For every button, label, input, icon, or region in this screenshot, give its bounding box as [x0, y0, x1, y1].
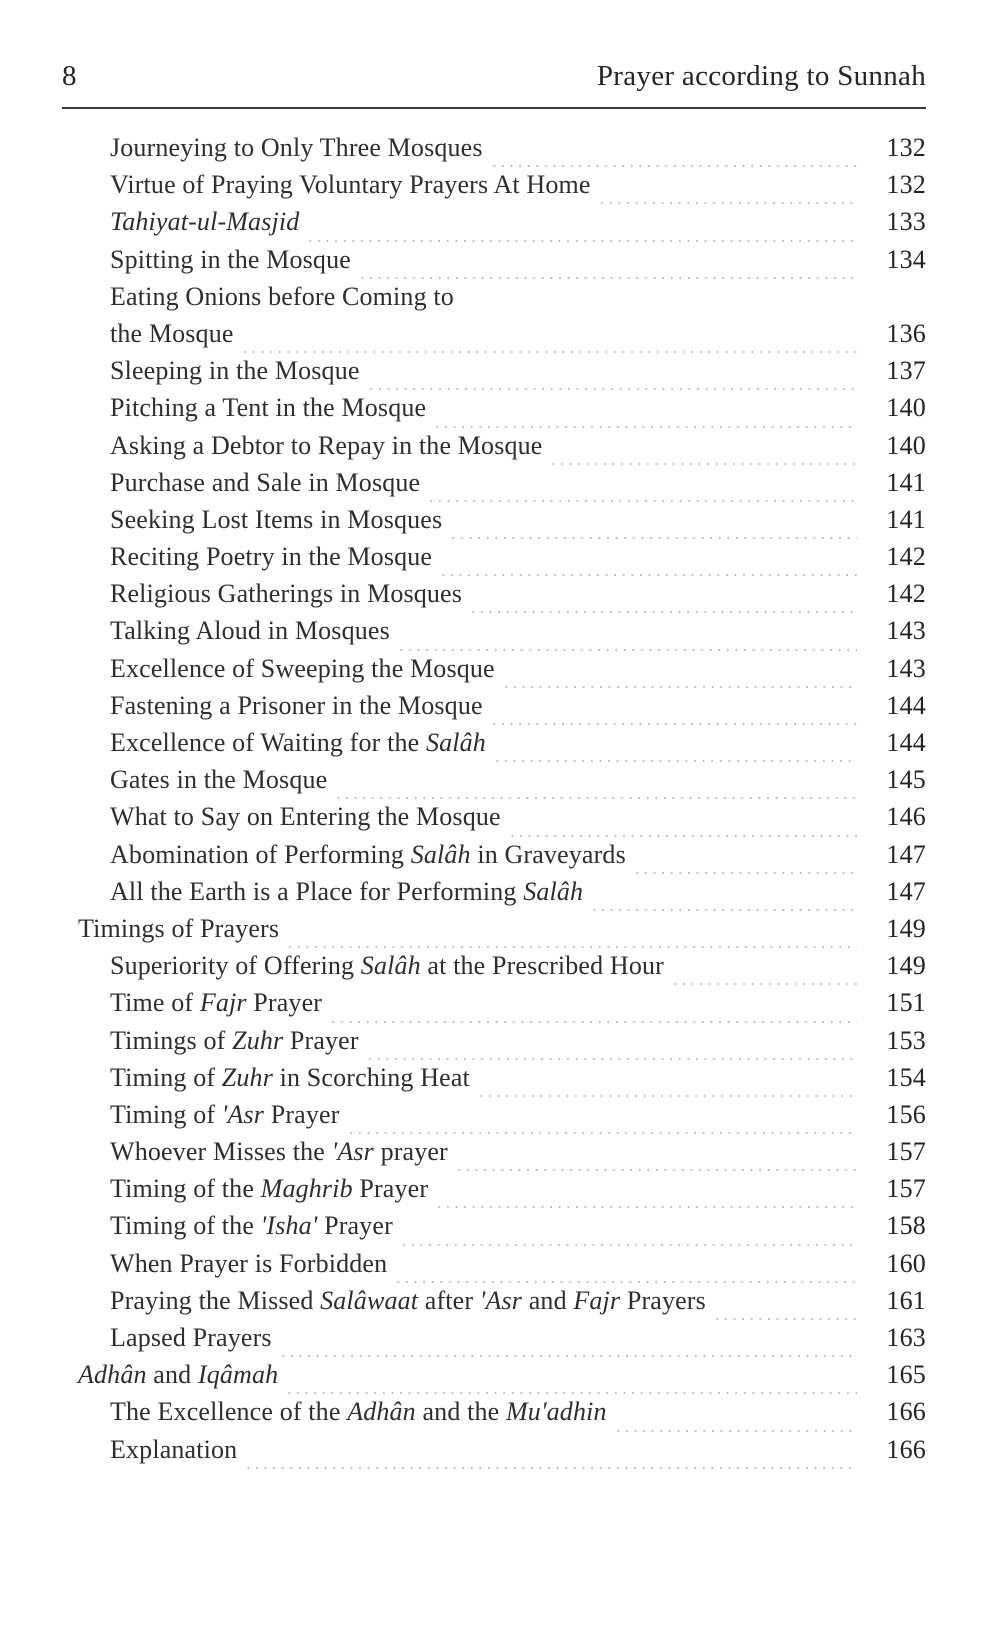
toc-entry-label: The Excellence of the Adhân and the Mu'adhin [110, 1397, 607, 1427]
toc-entry[interactable] [0, 172, 988, 209]
toc-entry-page-number: 142 [886, 542, 926, 572]
toc-entry-page-number: 160 [886, 1248, 926, 1278]
toc-leader-dots [334, 791, 857, 801]
toc-entry-label: Praying the Missed Salâwaat after 'Asr and Fajr Prayers [110, 1285, 706, 1315]
toc-entry-label: Timing of the Maghrib Prayer [110, 1174, 429, 1204]
toc-entry-label: Sleeping in the Mosque [110, 356, 360, 386]
toc-entry[interactable] [0, 544, 988, 581]
toc-entry-page-number: 158 [886, 1211, 926, 1241]
toc-entry-label: Lapsed Prayers [110, 1323, 272, 1352]
toc-entry-page-number: 137 [886, 356, 926, 386]
toc-entry-label: Reciting Poetry in the Mosque [110, 542, 433, 572]
toc-entry[interactable] [0, 953, 988, 990]
toc-entry-label: Timing of 'Asr Prayer [110, 1099, 340, 1129]
toc-entry-page-number: 166 [886, 1397, 926, 1427]
toc-leader-dots [477, 1089, 857, 1099]
toc-entry[interactable] [0, 1362, 988, 1399]
toc-entry[interactable] [0, 804, 988, 841]
toc-entry-label: Religious Gatherings in Mosques [110, 579, 463, 609]
toc-leader-dots [397, 643, 857, 653]
toc-entry[interactable] [0, 730, 988, 767]
toc-leader-dots [285, 1386, 857, 1396]
toc-entry[interactable] [0, 913, 988, 953]
running-head [62, 62, 926, 91]
toc-entry[interactable] [0, 1213, 988, 1250]
toc-entry[interactable] [0, 1434, 988, 1474]
toc-entry[interactable] [0, 1325, 988, 1362]
toc-entry[interactable] [0, 318, 988, 358]
toc-leader-dots [493, 754, 857, 764]
toc-entry-page-number: 134 [886, 244, 926, 274]
toc-entry-label: Fastening a Prisoner in the Mosque [110, 690, 483, 720]
toc-leader-dots [461, 308, 857, 318]
toc-entry-label: Gates in the Mosque [110, 765, 328, 795]
toc-leader-dots [455, 1163, 857, 1173]
toc-entry-page-number: 143 [886, 653, 926, 683]
toc-entry[interactable] [0, 581, 988, 618]
toc-entry-label: Whoever Misses the 'Asr prayer [110, 1137, 448, 1167]
toc-leader-dots [508, 829, 857, 839]
toc-leader-dots [435, 1200, 857, 1210]
toc-leader-dots [241, 345, 857, 355]
toc-entry[interactable] [0, 1248, 988, 1288]
toc-entry-label: Pitching a Tent in the Mosque [110, 393, 427, 423]
toc-entry-label: Talking Aloud in Mosques [110, 616, 390, 646]
toc-entry[interactable] [0, 767, 988, 804]
toc-entry[interactable] [0, 1285, 988, 1325]
toc-leader-dots [329, 1015, 857, 1025]
toc-entry-label: When Prayer is Forbidden [110, 1248, 388, 1278]
toc-entry[interactable] [0, 504, 988, 544]
toc-leader-dots [427, 494, 857, 504]
toc-entry-page-number: 161 [886, 1285, 926, 1315]
toc-entry-label: All the Earth is a Place for Performing Salâh [110, 876, 584, 906]
toc-entry-page-number: 147 [886, 876, 926, 906]
toc-leader-dots [439, 568, 857, 578]
running-head-title: Prayer according to Sunnah [596, 60, 926, 92]
toc-entry[interactable] [0, 618, 988, 655]
toc-entry-page-number: 141 [886, 467, 926, 497]
toc-leader-dots [614, 1424, 857, 1434]
toc-leader-dots [598, 196, 857, 206]
toc-leader-dots [367, 382, 857, 392]
toc-entry-page-number: 142 [886, 579, 926, 609]
toc-entry-label: Spitting in the Mosque [110, 244, 351, 274]
toc-entry-page-number: 157 [886, 1137, 926, 1167]
toc-leader-dots [279, 1349, 857, 1359]
toc-entry[interactable] [0, 690, 988, 730]
toc-entry-label: Journeying to Only Three Mosques [110, 133, 483, 162]
toc-entry-label: Asking a Debtor to Repay in the Mosque [110, 430, 543, 460]
toc-entry-label: Time of Fajr Prayer [110, 988, 323, 1018]
toc-entry[interactable] [0, 209, 988, 246]
toc-entry-page-number: 136 [886, 318, 926, 348]
toc-entry-page-number: 151 [886, 988, 926, 1018]
toc-entry[interactable] [0, 467, 988, 507]
toc-entry-page-number: 140 [886, 430, 926, 460]
toc-entry-label: Timings of Prayers [78, 913, 280, 943]
toc-entry[interactable] [0, 281, 988, 321]
toc-leader-dots [400, 1238, 857, 1248]
toc-leader-dots [433, 420, 857, 430]
toc-entry[interactable] [0, 395, 988, 432]
toc-entry[interactable] [0, 839, 988, 879]
toc-entry-label: Adhân and Iqâmah [78, 1360, 279, 1390]
toc-entry-label: Eating Onions before Coming to [110, 281, 454, 311]
toc-leader-dots [502, 680, 857, 690]
toc-entry-label: Purchase and Sale in Mosque [110, 467, 421, 497]
toc-leader-dots [671, 977, 857, 987]
toc-entry-label: Excellence of Sweeping the Mosque [110, 653, 495, 683]
toc-entry-label: What to Say on Entering the Mosque [110, 802, 501, 832]
toc-entry-label: Superiority of Offering Salâh at the Prescribed Hour [110, 951, 664, 981]
toc-entry-label: Excellence of Waiting for the Salâh [110, 728, 486, 757]
toc-leader-dots [469, 605, 857, 615]
page-folio-number: 8 [62, 60, 77, 92]
toc-entry-page-number: 141 [886, 504, 926, 534]
toc-entry[interactable] [0, 1062, 988, 1102]
toc-entry-page-number: 147 [886, 839, 926, 869]
toc-entry[interactable] [0, 135, 988, 172]
toc-leader-dots [286, 940, 857, 950]
toc-entry[interactable] [0, 358, 988, 395]
table-of-contents [0, 135, 988, 1474]
toc-entry-page-number: 149 [886, 913, 926, 943]
toc-entry[interactable] [0, 430, 988, 470]
toc-leader-dots [306, 234, 857, 244]
toc-leader-dots [633, 866, 857, 876]
toc-entry-page-number: 163 [886, 1323, 926, 1352]
toc-entry-page-number: 146 [886, 802, 926, 832]
toc-entry-label: Explanation [110, 1434, 238, 1464]
toc-entry-page-number: 143 [886, 616, 926, 646]
toc-entry[interactable] [0, 1139, 988, 1176]
toc-leader-dots [347, 1126, 858, 1136]
toc-entry-page-number: 156 [886, 1099, 926, 1129]
toc-entry-label: Abomination of Performing Salâh in Graveyards [110, 839, 626, 869]
toc-leader-dots [244, 1461, 857, 1471]
toc-entry[interactable] [0, 876, 988, 916]
toc-leader-dots [549, 457, 857, 467]
toc-entry-page-number: 132 [886, 170, 926, 200]
toc-entry-page-number: 149 [886, 951, 926, 981]
toc-leader-dots [590, 903, 857, 913]
toc-entry[interactable] [0, 1025, 988, 1065]
toc-entry-label: Timing of Zuhr in Scorching Heat [110, 1062, 470, 1092]
toc-leader-dots [713, 1312, 857, 1322]
toc-entry[interactable] [0, 653, 988, 693]
toc-leader-dots [394, 1275, 857, 1285]
toc-entry-label: Tahiyat-ul-Masjid [110, 207, 300, 237]
toc-entry-label: Timings of Zuhr Prayer [110, 1025, 359, 1055]
toc-entry-page-number: 132 [886, 133, 926, 162]
toc-entry-page-number: 157 [886, 1174, 926, 1204]
toc-entry[interactable] [0, 1399, 988, 1436]
toc-entry-label: Virtue of Praying Voluntary Prayers At Home [110, 170, 591, 200]
header-rule [62, 107, 926, 109]
toc-entry-label: Seeking Lost Items in Mosques [110, 504, 443, 534]
toc-leader-dots [366, 1052, 857, 1062]
toc-entry[interactable] [0, 1176, 988, 1213]
toc-entry[interactable] [0, 990, 988, 1027]
toc-leader-dots [358, 271, 857, 281]
toc-leader-dots [449, 531, 857, 541]
toc-entry[interactable] [0, 1099, 988, 1139]
toc-entry-page-number: 166 [886, 1434, 926, 1464]
toc-entry-page-number: 153 [886, 1025, 926, 1055]
toc-entry-page-number: 144 [886, 690, 926, 720]
toc-entry-page-number: 133 [886, 207, 926, 237]
toc-entry-page-number: 144 [886, 728, 926, 757]
toc-entry[interactable] [0, 244, 988, 284]
toc-entry-page-number: 145 [886, 765, 926, 795]
toc-entry-page-number: 140 [886, 393, 926, 423]
toc-leader-dots [490, 159, 857, 169]
toc-entry-label: Timing of the 'Isha' Prayer [110, 1211, 393, 1241]
toc-entry-label: the Mosque [110, 318, 234, 348]
toc-entry-page-number: 165 [886, 1360, 926, 1390]
toc-entry-page-number: 154 [886, 1062, 926, 1092]
toc-leader-dots [490, 717, 857, 727]
